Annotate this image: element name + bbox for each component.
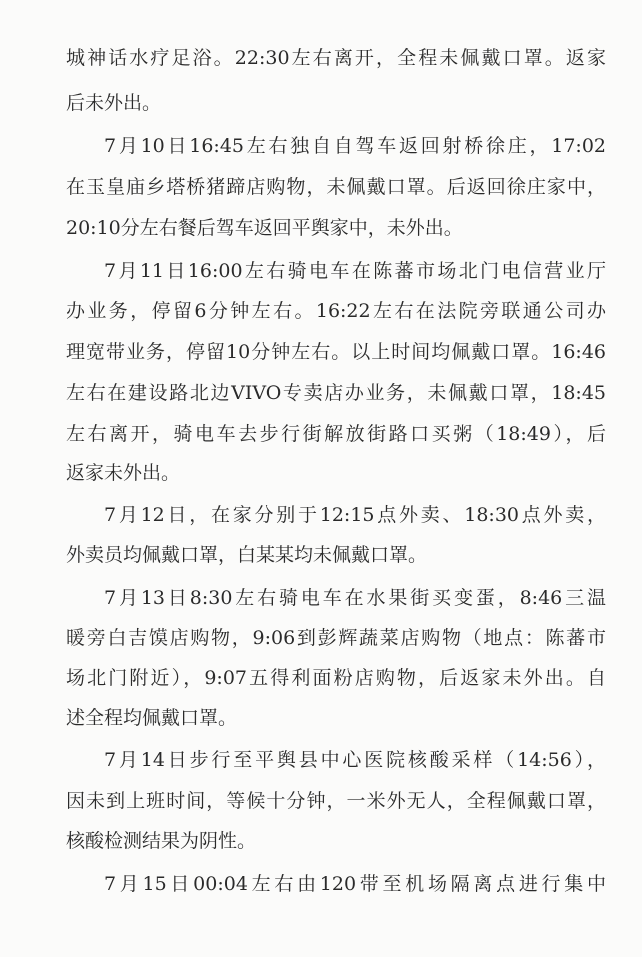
text-line: 外卖员均佩戴口罩，白某某均未佩戴口罩。 <box>66 544 428 566</box>
text-line: 理宽带业务，停留10分钟左右。以上时间均佩戴口罩。16:46 <box>66 341 606 363</box>
text-line: 因未到上班时间，等候十分钟，一米外无人，全程佩戴口罩， <box>66 790 606 812</box>
text-line: 城神话水疗足浴。22:30左右离开，全程未佩戴口罩。返家 <box>66 47 606 69</box>
text-line: 左右在建设路北边VIVO专卖店办业务，未佩戴口罩，18:45 <box>66 382 606 404</box>
text-line: 述全程均佩戴口罩。 <box>66 707 238 729</box>
paragraph-start-jul-15: 7月15日00:04左右由120带至机场隔离点进行集中 <box>104 873 606 895</box>
text-line: 返家未外出。 <box>66 462 181 484</box>
paragraph-start-jul-13: 7月13日8:30左右骑电车在水果街买变蛋，8:46三温 <box>104 587 606 609</box>
paragraph-start-jul-14: 7月14日步行至平舆县中心医院核酸采样（14:56）， <box>104 749 606 771</box>
text-line: 左右离开，骑电车去步行街解放街路口买粥（18:49），后 <box>66 423 606 445</box>
text-line: 场北门附近），9:07五得利面粉店购物，后返家未外出。自 <box>66 667 606 689</box>
text-line: 在玉皇庙乡塔桥猪蹄店购物，未佩戴口罩。后返回徐庄家中， <box>66 176 606 198</box>
paragraph-start-jul-12: 7月12日，在家分别于12:15点外卖、18:30点外卖， <box>104 504 606 526</box>
text-line: 核酸检测结果为阴性。 <box>66 830 257 852</box>
paragraph-start-jul-10: 7月10日16:45左右独自自驾车返回射桥徐庄，17:02 <box>104 135 606 157</box>
text-line: 暖旁白吉馍店购物，9:06到彭辉蔬菜店购物（地点：陈蕃市 <box>66 627 606 649</box>
text-line: 办业务，停留6分钟左右。16:22左右在法院旁联通公司办 <box>66 300 606 322</box>
text-line: 20:10分左右餐后驾车返回平舆家中，未外出。 <box>66 217 463 239</box>
text-line: 后未外出。 <box>66 92 162 114</box>
paragraph-start-jul-11: 7月11日16:00左右骑电车在陈蕃市场北门电信营业厅 <box>104 260 606 282</box>
